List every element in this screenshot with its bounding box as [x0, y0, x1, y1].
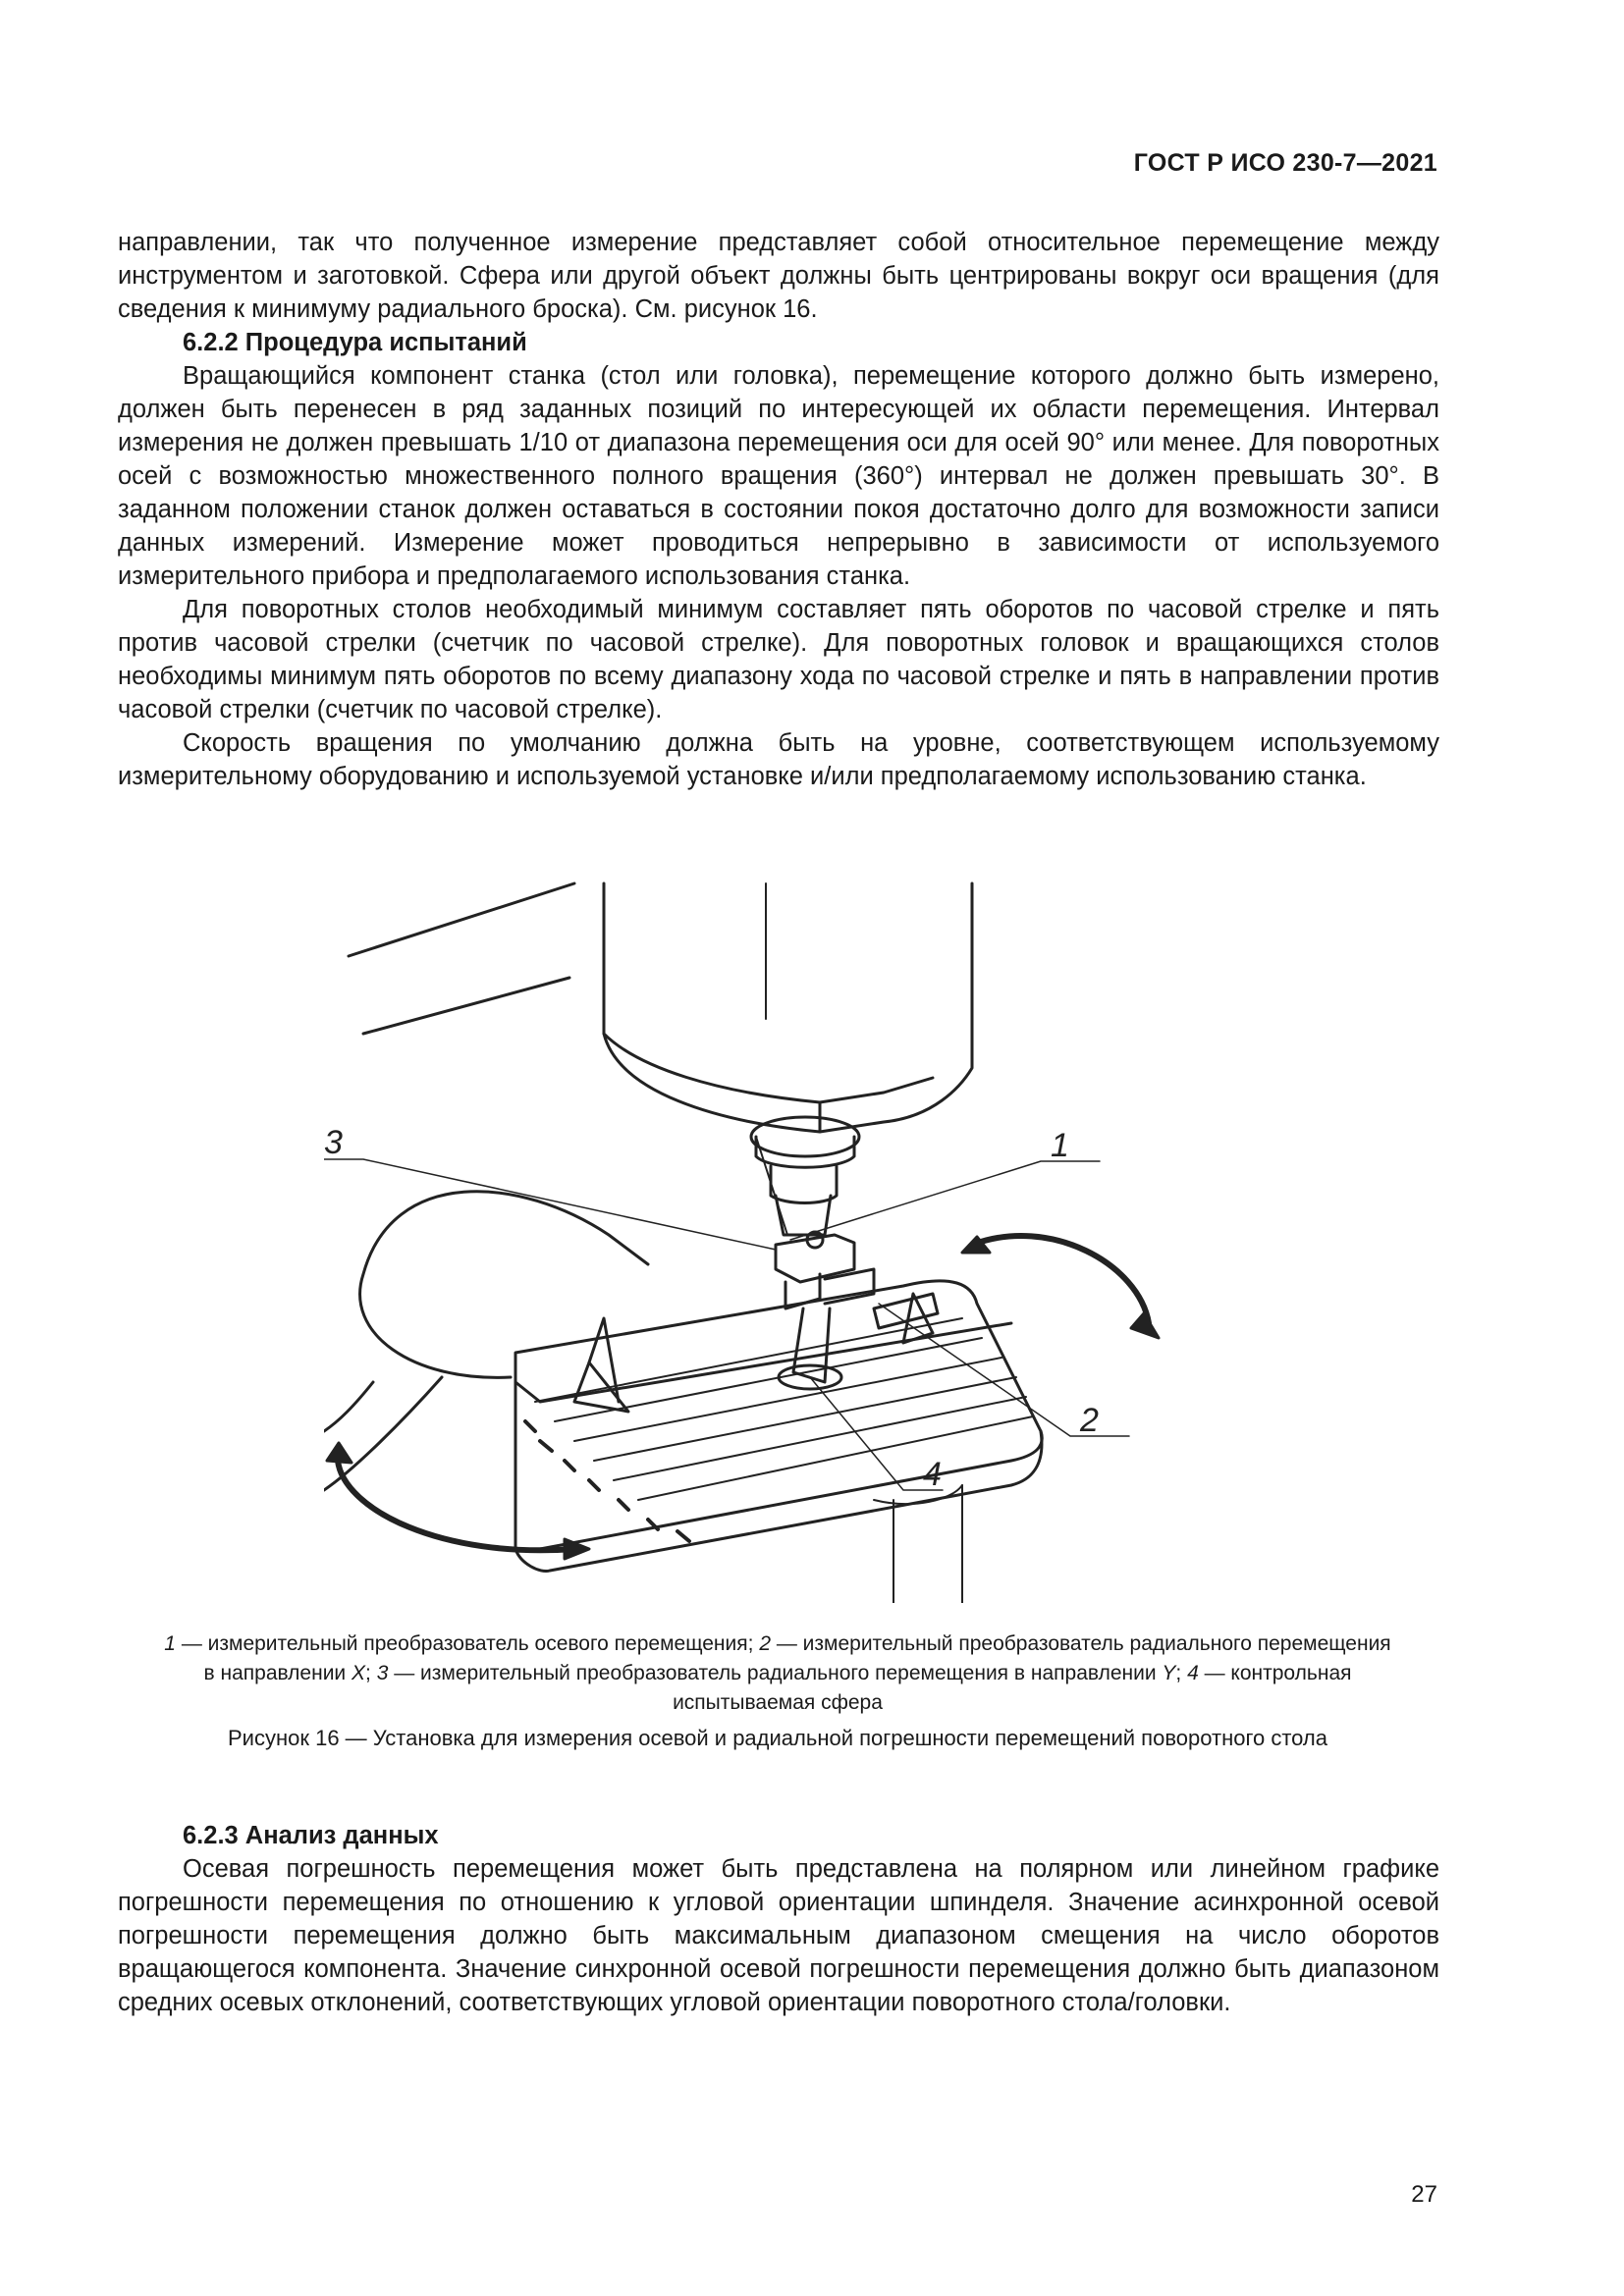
section-heading-6-2-3: 6.2.3 Анализ данных: [183, 1822, 439, 1849]
t-slot: [614, 1397, 1026, 1480]
legend-num-2: 2: [759, 1632, 771, 1655]
paragraph-rotations: Для поворотных столов необходимый минимум составляет пять оборотов по часовой стрелке и пять против часовой стрелки (счетчик по часовой стрелке). Для поворотных головок и вращающихся столов необходимы минимум пять оборотов по всему диапазону хода по часовой стрелке и пять в направлении против часовой стрелки (счетчик по часовой стрелке).: [118, 596, 1439, 723]
section-6-2-2-text: [118, 226, 1439, 793]
paragraph-continuation: направлении, так что полученное измерение представляет собой относительное перемещение между инструментом и заготовкой. Сфера или другой объект должны быть центрированы вокруг оси вращения (для сведения к минимуму радиального броска). См. рисунок 16.: [118, 229, 1439, 323]
legend-num-1: 1: [164, 1632, 176, 1655]
label-2: 2: [1080, 1402, 1099, 1439]
label-1: 1: [1051, 1127, 1069, 1164]
rotation-arrow-bottom: [338, 1461, 574, 1550]
legend-sep-2: ;: [1175, 1662, 1188, 1684]
label-4: 4: [923, 1456, 942, 1493]
spindle-head: [604, 883, 972, 1132]
label-3: 3: [324, 1124, 343, 1161]
paragraph-procedure: Вращающийся компонент станка (стол или головка), перемещение которого должно быть измерено, должен быть перенесен в ряд заданных позиций по интересующей их области перемещения. Интервал измерения не должен превышать 1/10 от диапазона перемещения оси для осей 90° или менее. Для поворотных осей с возможностью множественного полного вращения (360°) интервал не должен превышать 30°. В заданном положении станок должен оставаться в состоянии покоя достаточно долго для возможности записи данных измерений. Измерение может проводиться непрерывно в зависимости от используемого измерительного прибора и предполагаемого использования станка.: [118, 362, 1439, 590]
legend-text-1: — измерительный преобразователь осевого перемещения;: [175, 1632, 760, 1655]
machine-body: [360, 1192, 648, 1378]
figure-caption: Рисунок 16 — Установка для измерения осевой и радиальной погрешности перемещений поворотного стола: [228, 1726, 1327, 1750]
page-number: 27: [1411, 2181, 1437, 2208]
rotation-arrow-top: [972, 1236, 1149, 1323]
section-6-2-3-text: [118, 1819, 1439, 2019]
spindle-nose: [751, 1117, 859, 1156]
frame-line: [349, 883, 574, 956]
document-header: ГОСТ Р ИСО 230-7—2021: [1133, 149, 1437, 177]
legend-num-3: 3: [376, 1662, 389, 1684]
frame-line: [363, 978, 569, 1034]
figure-legend: [157, 1629, 1398, 1718]
legend-axis-x: X: [352, 1662, 366, 1684]
paragraph-analysis: Осевая погрешность перемещения может быть представлена на полярном или линейном графике погрешности перемещения по отношению к угловой ориентации шпинделя. Значение асинхронной осевой погрешности перемещения должно быть максимальным диапазоном смещения на число оборотов вращающегося компонента. Значение синхронной осевой погрешности перемещения должно быть диапазоном средних осевых отклонений, соответствующих угловой ориентации поворотного стола/головки.: [118, 1855, 1439, 2016]
figure-16-drawing: [324, 872, 1188, 1603]
paragraph-speed: Скорость вращения по умолчанию должна быть на уровне, соответствующем используемому измерительному оборудованию и используемой установке и/или предполагаемому использованию станка.: [118, 729, 1439, 790]
legend-sep-1: ;: [365, 1662, 377, 1684]
legend-text-2: — измерительный преобразователь радиального перемещения в направлении: [203, 1632, 1391, 1684]
legend-text-4: — контрольная испытываемая сфера: [673, 1662, 1352, 1714]
t-slot: [638, 1416, 1033, 1500]
legend-axis-y: Y: [1162, 1662, 1176, 1684]
section-heading-6-2-2: 6.2.2 Процедура испытаний: [183, 329, 527, 356]
legend-text-3: — измерительный преобразователь радиального перемещения в направлении: [388, 1662, 1163, 1684]
legend-num-4: 4: [1187, 1662, 1199, 1684]
